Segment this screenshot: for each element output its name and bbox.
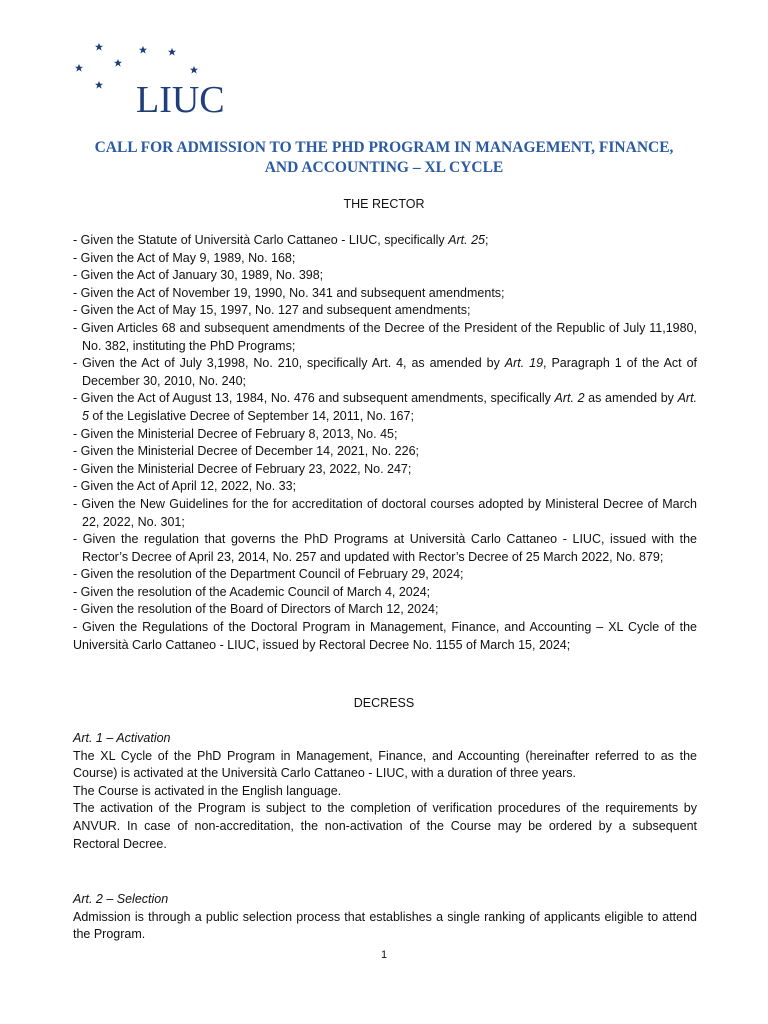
givens-list bbox=[73, 232, 697, 654]
list-item: - Given the Act of August 13, 1984, No. 476 and subsequent amendments, specifically Art. 2 as amended by Art. 5 of the Legislative Decree of September 14, 2011, No. 167; bbox=[73, 391, 698, 423]
document-title bbox=[60, 138, 708, 178]
article-1 bbox=[73, 730, 697, 853]
liuc-logo bbox=[70, 40, 240, 120]
article-1-title: Art. 1 – Activation bbox=[73, 731, 171, 745]
list-item: - Given the Ministerial Decree of February 8, 2013, No. 45; bbox=[73, 426, 398, 441]
article-2-paragraph: Admission is through a public selection process that establishes a single ranking of applicants eligible to attend the Program. bbox=[73, 909, 697, 942]
list-item: - Given the Act of May 9, 1989, No. 168; bbox=[73, 250, 296, 265]
list-item: - Given the resolution of the Board of Directors of March 12, 2024; bbox=[73, 602, 439, 617]
list-item: - Given the regulation that governs the PhD Programs at Università Carlo Cattaneo - LIUC, issued with the Rector’s Decree of April 23, 2014, No. 257 and updated with Rector’s Decree of 25 March 2022, No. 879; bbox=[73, 532, 697, 564]
page-number: 1 bbox=[380, 949, 388, 961]
list-item: - Given the resolution of the Department Council of February 29, 2024; bbox=[73, 567, 464, 582]
list-item: - Given the Statute of Università Carlo Cattaneo - LIUC, specifically Art. 25; bbox=[73, 233, 489, 247]
star-logo-icon bbox=[70, 40, 240, 120]
list-item: - Given the Act of November 19, 1990, No. 341 and subsequent amendments; bbox=[73, 285, 505, 300]
list-item: - Given the Act of May 15, 1997, No. 127 and subsequent amendments; bbox=[73, 303, 471, 318]
decrees-heading: DECRESS bbox=[353, 696, 415, 710]
list-item: - Given the Ministerial Decree of February 23, 2022, No. 247; bbox=[73, 461, 412, 476]
list-item: - Given Articles 68 and subsequent amendments of the Decree of the President of the Republic of July 11,1980, No. 382, instituting the PhD Programs; bbox=[73, 320, 697, 353]
article-1-paragraph: The XL Cycle of the PhD Program in Management, Finance, and Accounting (hereinafter referred to as the Course) is activated at the Università Carlo Cattaneo - LIUC, with a duration of three years. bbox=[73, 748, 697, 781]
list-item: - Given the Act of April 12, 2022, No. 33; bbox=[73, 479, 297, 494]
list-item: - Given the Ministerial Decree of December 14, 2021, No. 226; bbox=[73, 444, 420, 459]
list-item: - Given the Act of January 30, 1989, No. 398; bbox=[73, 268, 324, 283]
svg-text:LIUC: LIUC bbox=[136, 79, 225, 120]
list-item: - Given the resolution of the Academic Council of March 4, 2024; bbox=[73, 584, 431, 599]
list-item: - Given the Regulations of the Doctoral Program in Management, Finance, and Accounting – XL Cycle of the Università Carlo Cattaneo - LIUC, issued by Rectoral Decree No. 1155 of March 15, 2024; bbox=[73, 620, 697, 652]
list-item: - Given the Act of July 3,1998, No. 210, specifically Art. 4, as amended by Art. 19, Paragraph 1 of the Act of December 30, 2010, No. 240; bbox=[73, 356, 698, 388]
article-1-paragraph: The Course is activated in the English language. bbox=[73, 783, 342, 798]
rector-heading: THE RECTOR bbox=[343, 197, 425, 211]
title-line-2: AND ACCOUNTING – XL CYCLE bbox=[264, 159, 504, 176]
list-item: - Given the New Guidelines for the for accreditation of doctoral courses adopted by Ministeral Decree of March 22, 2022, No. 301; bbox=[73, 496, 697, 529]
article-1-paragraph: The activation of the Program is subject to the completion of verification procedures of the requirements by ANVUR. In case of non-accreditation, the non-activation of the Course may be ordered by a subsequent Rectoral Decree. bbox=[73, 801, 697, 851]
title-line-1: CALL FOR ADMISSION TO THE PHD PROGRAM IN MANAGEMENT, FINANCE, bbox=[94, 139, 674, 156]
article-2-title: Art. 2 – Selection bbox=[73, 892, 169, 906]
article-2 bbox=[73, 891, 697, 944]
